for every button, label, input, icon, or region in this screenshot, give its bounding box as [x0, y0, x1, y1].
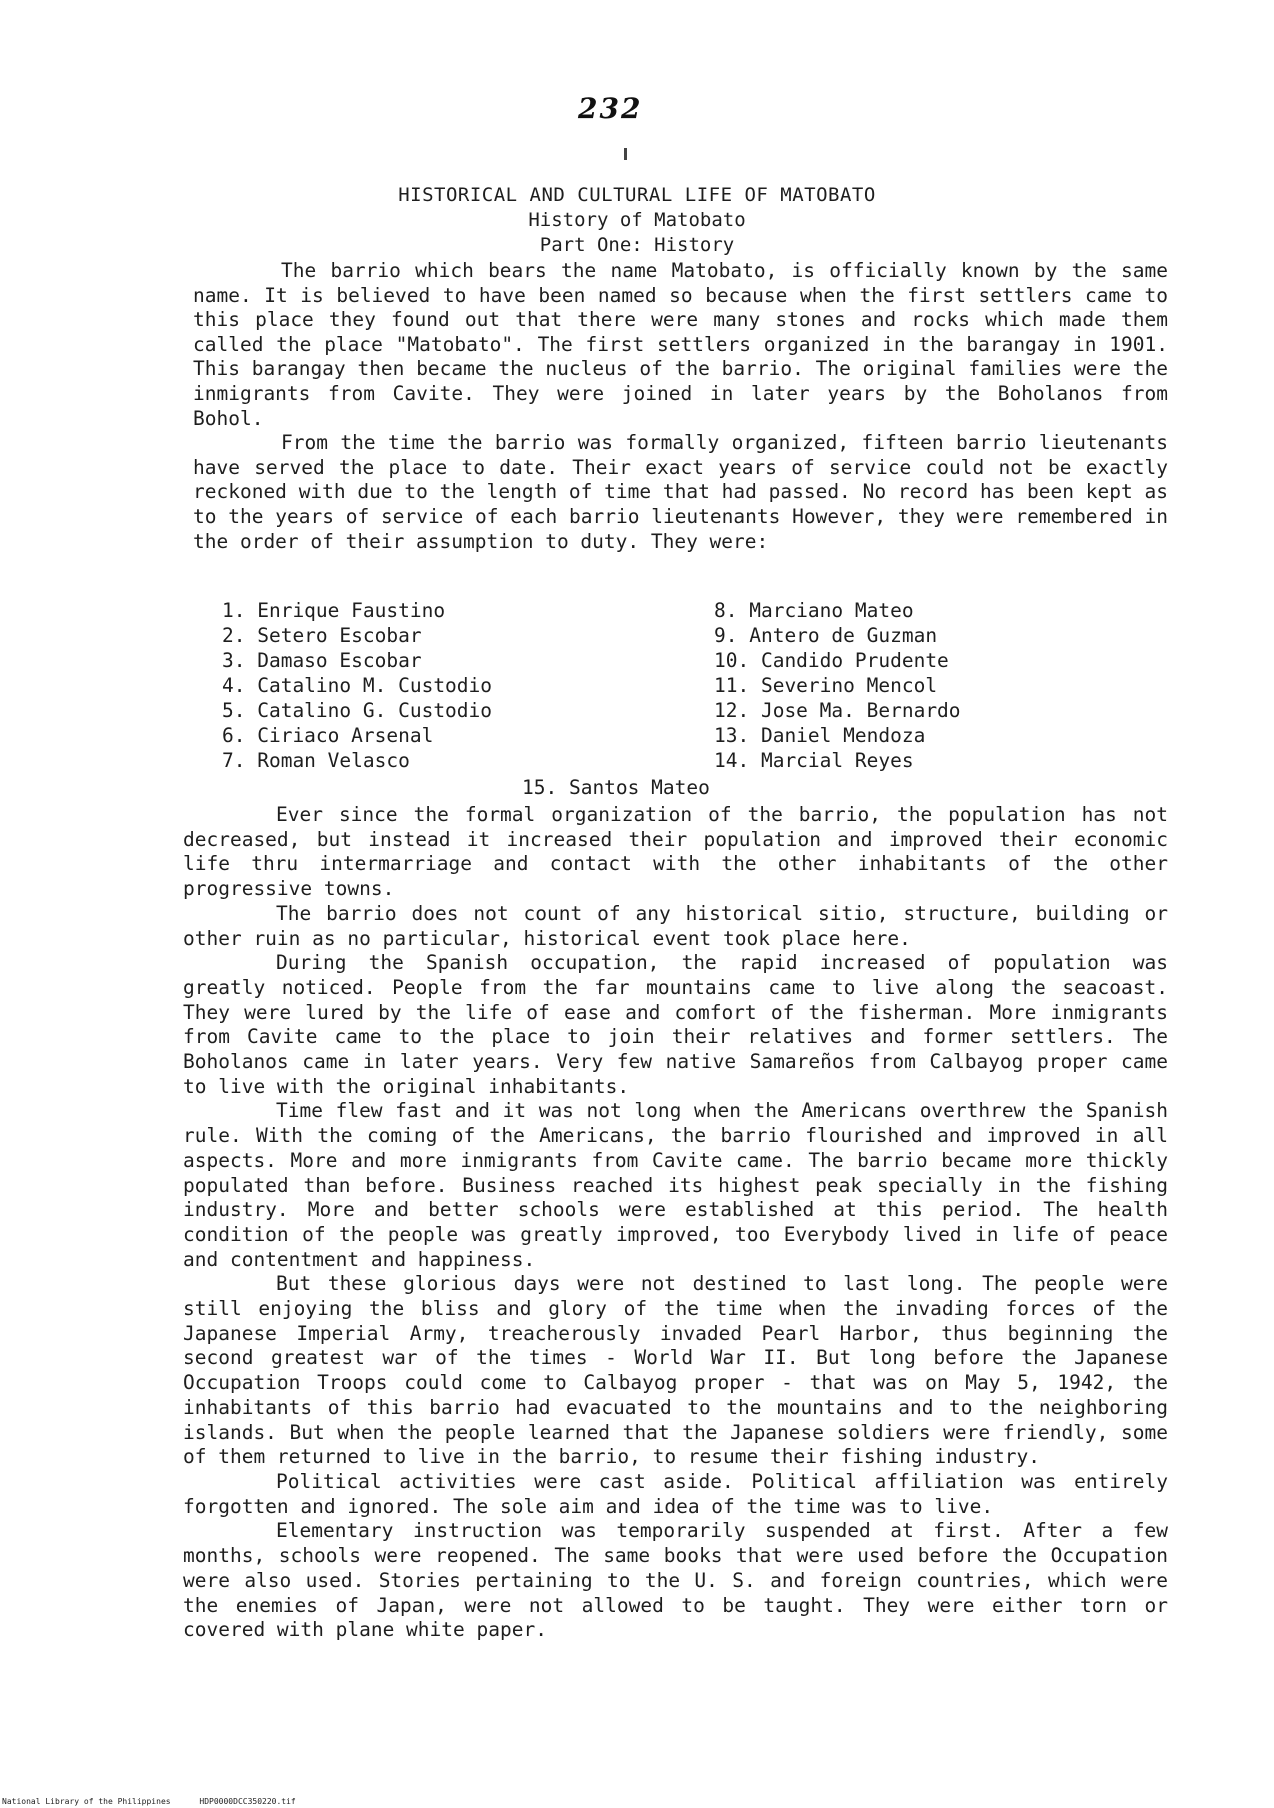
- section-heading: Part One: History: [539, 234, 735, 256]
- list-item: 14. Marcial Reyes: [714, 749, 914, 772]
- paragraph: The barrio which bears the name Matobato, is officially known by the same name. It is believed to have been named so because when the first settlers came to this place they found out that there were many stones and rocks which made them called the place "Matobato". The first settlers organized in the barangay in 1901. This barangay then became the nucleus of the barrio. The original families were the inmigrants from Cavite. They were joined in later years by the Boholanos from Bohol.: [193, 259, 1168, 430]
- paragraph: The barrio does not count of any historical sitio, structure, building or other ruin as no particular, historical event took place here.: [183, 901, 1168, 950]
- list-item: 3. Damaso Escobar: [222, 649, 422, 672]
- list-item: 6. Ciriaco Arsenal: [222, 724, 434, 747]
- list-item: 13. Daniel Mendoza: [714, 724, 926, 747]
- paragraph: Elementary instruction was temporarily suspended at first. After a few months, schools were reopened. The same books that were used before the Occupation were also used. Stories pertaining to the U. S. and foreign countries, which were the enemies of Japan, were not allowed to be taught. They were either torn or covered with plane white paper.: [183, 1519, 1168, 1642]
- list-item: 11. Severino Mencol: [714, 674, 938, 697]
- library-credit: National Library of the Philippines: [2, 1797, 171, 1806]
- paragraph: Ever since the formal organization of the barrio, the population has not decreased, but instead it increased their population and improved their economic life thru intermarriage and contact with the other inhabitants of the other progressive towns.: [183, 803, 1168, 901]
- paragraph: Political activities were cast aside. Political affiliation was entirely forgotten and ignored. The sole aim and idea of the time was to live.: [183, 1469, 1168, 1518]
- lieutenants-list-left: [222, 598, 602, 773]
- list-item-last: 15. Santos Mateo: [522, 776, 710, 799]
- list-item: 9. Antero de Guzman: [714, 624, 938, 647]
- list-item: 5. Catalino G. Custodio: [222, 699, 493, 722]
- list-item: 10. Candido Prudente: [714, 649, 949, 672]
- list-item: 8. Marciano Mateo: [714, 599, 914, 622]
- paragraph: From the time the barrio was formally organized, fifteen barrio lieutenants have served the place to date. Their exact years of service could not be exactly reckoned with due to the length of time that had passed. No record has been kept as to the years of service of each barrio lieutenants However, they were remembered in the order of their assumption to duty. They were:: [193, 431, 1168, 553]
- paragraph: Time flew fast and it was not long when the Americans overthrew the Spanish rule. With the coming of the Americans, the barrio flourished and improved in all aspects. More and more inmigrants from Cavite came. The barrio became more thickly populated than before. Business reached its highest peak specially in the fishing industry. More and better schools were established at this period. The health condition of the people was greatly improved, too Everybody lived in life of peace and contentment and happiness.: [183, 1099, 1168, 1271]
- paragraph: During the Spanish occupation, the rapid increased of population was greatly noticed. People from the far mountains came to live along the seacoast. They were lured by the life of ease and comfort of the fisherman. More inmigrants from Cavite came to the place to join their relatives and former settlers. The Boholanos came in later years. Very few native Samareños from Calbayog proper came to live with the original inhabitants.: [183, 951, 1168, 1098]
- paragraph: But these glorious days were not destined to last long. The people were still enjoying the bliss and glory of the time when the invading forces of the Japanese Imperial Army, treacherously invaded Pearl Harbor, thus beginning the second greatest war of the times - World War II. But long before the Japanese Occupation Troops could come to Calbayog proper - that was on May 5, 1942, the inhabitants of this barrio had evacuated to the mountains and to the neighboring islands. But when the people learned that the Japanese soldiers were friendly, some of them returned to live in the barrio, to resume their fishing industry.: [183, 1272, 1168, 1469]
- document-title: HISTORICAL AND CULTURAL LIFE OF MATOBATO: [398, 184, 876, 206]
- document-subtitle: History of Matobato: [528, 209, 746, 231]
- list-item: 4. Catalino M. Custodio: [222, 674, 493, 697]
- list-item: 2. Setero Escobar: [222, 624, 422, 647]
- pen-mark: [624, 148, 627, 160]
- file-name: HDP0000DCC350220.tif: [199, 1797, 296, 1806]
- page-number: 232: [578, 92, 643, 125]
- list-item: 12. Jose Ma. Bernardo: [714, 699, 961, 722]
- list-item: 1. Enrique Faustino: [222, 599, 446, 622]
- list-item: 7. Roman Velasco: [222, 749, 410, 772]
- scan-footer: [2, 1797, 320, 1806]
- lieutenants-list-right: [714, 598, 1094, 773]
- history-section: [183, 803, 1168, 1643]
- intro-section: [193, 259, 1168, 554]
